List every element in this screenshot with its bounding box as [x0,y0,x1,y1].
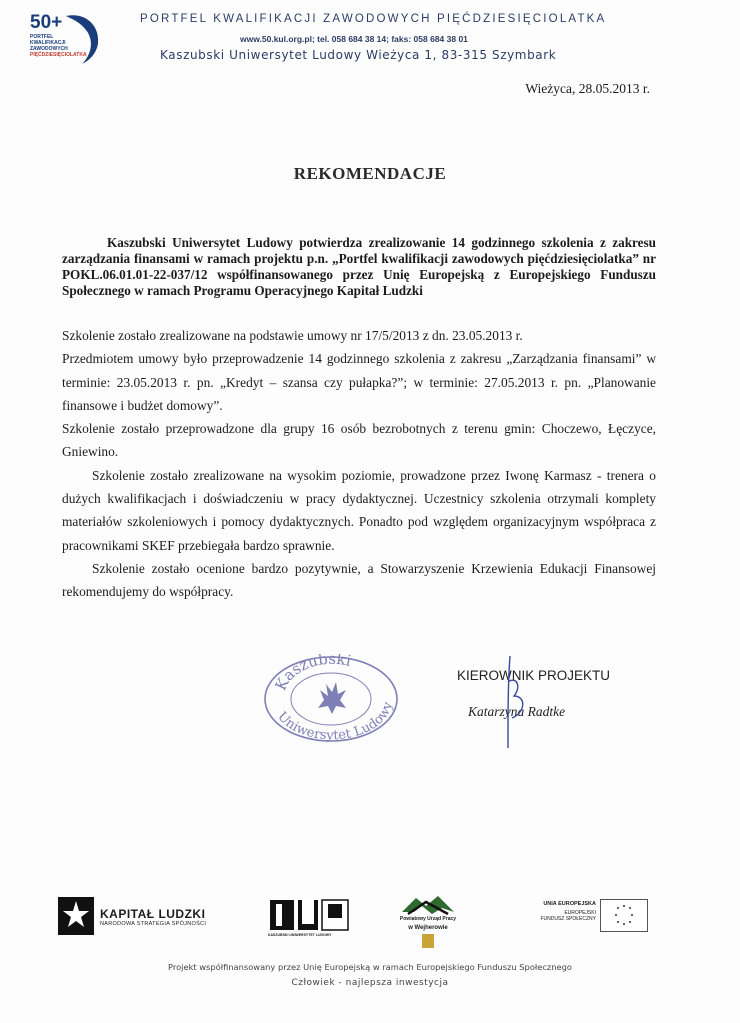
logo-line: PIĘĆDZIESIĘCIOLATKA [30,52,87,58]
logo-text [30,34,87,58]
letter-date: Wieżyca, 28.05.2013 r. [525,81,650,96]
handwritten-signature-icon [496,652,530,752]
pup-line1: Powiatowy Urząd Pracy [399,916,457,922]
paragraph: Przedmiotem umowy było przeprowadzenie 14 godzinnego szkolenia z zakresu „Zarządzania finansami” w terminie: 23.05.2013 r. pn. „Kredyt – szansa czy pułapka?”; w terminie: 27.05.2013 r. pn. „Planowanie finansowe i budżet domowy”. [62,351,656,413]
stamp-bottom-text: Uniwersytet Ludowy [274,700,396,744]
ue-fund-line: EUROPEJSKI [564,910,596,916]
paragraph: Szkolenie zostało przeprowadzone dla grupy 16 osób bezrobotnych z terenu gmin: Choczewo, Łęczyce, Gniewino. [62,421,656,460]
kul-caption: KASZUBSKI UNIWERSYTET LUDOWY [268,933,332,937]
paragraph: Szkolenie zostało ocenione bardzo pozytywnie, a Stowarzyszenie Krzewienia Edukacji Finansowej rekomendujemy do współpracy. [62,560,656,600]
header-title: PORTFEL KWALIFIKACJI ZAWODOWYCH PIĘĆDZIESIĘCIOLATKA [140,13,607,25]
griffin-icon [318,682,346,714]
eu-flag-icon [600,899,648,932]
logo-line: PORTFEL [30,34,54,40]
kapital-ludzki-title: KAPITAŁ LUDZKI [100,907,206,921]
ue-label: UNIA EUROPEJSKA [543,901,596,907]
intro-text: Kaszubski Uniwersytet Ludowy potwierdza zrealizowanie 14 godzinnego szkolenia z zakresu zarządzania finansami w ramach projektu p.n. „Portfel kwalifikacji zawodowych pięćdziesięciolatka” nr POKL.06.01.01-22-037/12 współfinansowanego przez Unię Europejską z Europejskiego Funduszu Społecznego w ramach Programu Operacyjnego Kapitał Ludzki [62,235,656,298]
project-motto: Człowiek - najlepsza inwestycja [291,978,449,988]
ue-fund-label [531,910,596,922]
signature-name: Katarzyna Radtke [468,704,566,719]
pup-line2: w Wejherowie [408,925,448,931]
ue-fund-line: FUNDUSZ SPOŁECZNY [540,916,596,922]
project-logo [22,10,108,72]
body-text [62,324,656,604]
stamp-top-text: Kaszubski [271,654,353,694]
logo-line: ZAWODOWYCH [30,46,68,52]
logo-line: KWALIFIKACJI [30,40,66,46]
header-contact: www.50.kul.org.pl; tel. 058 684 38 14; faks: 058 684 38 01 [240,34,468,44]
document-title: REKOMENDACJE [293,164,447,183]
kapital-ludzki-icon [58,897,94,935]
institution-stamp [262,654,400,744]
paragraph: Szkolenie zostało zrealizowane na podstawie umowy nr 17/5/2013 z dn. 23.05.2013 r. [62,328,523,343]
stamp-seal-icon [262,654,400,744]
intro-paragraph [62,235,656,299]
signature-heading: KIEROWNIK PROJEKTU [457,668,611,683]
header-address: Kaszubski Uniwersytet Ludowy Wieżyca 1, 83-315 Szymbark [160,48,557,62]
kapital-ludzki-subtitle: NARODOWA STRATEGIA SPÓJNOŚCI [100,921,207,927]
paragraph: Szkolenie zostało zrealizowane na wysokim poziomie, prowadzone przez Iwonę Karmasz - trenera o dużych kwalifikacjach i doświadczeniu w pracy dydaktycznej. Uczestnicy szkolenia otrzymali komplety materiałów szkoleniowych i pomocy dydaktycznych. Ponadto pod względem organizacyjnym współpraca z pracownikami SKEF przebiegała bardzo sprawnie. [62,467,656,553]
logo-number: 50+ [30,12,63,33]
project-note: Projekt współfinansowany przez Unię Europejską w ramach Europejskiego Funduszu Społecznego [168,962,572,972]
